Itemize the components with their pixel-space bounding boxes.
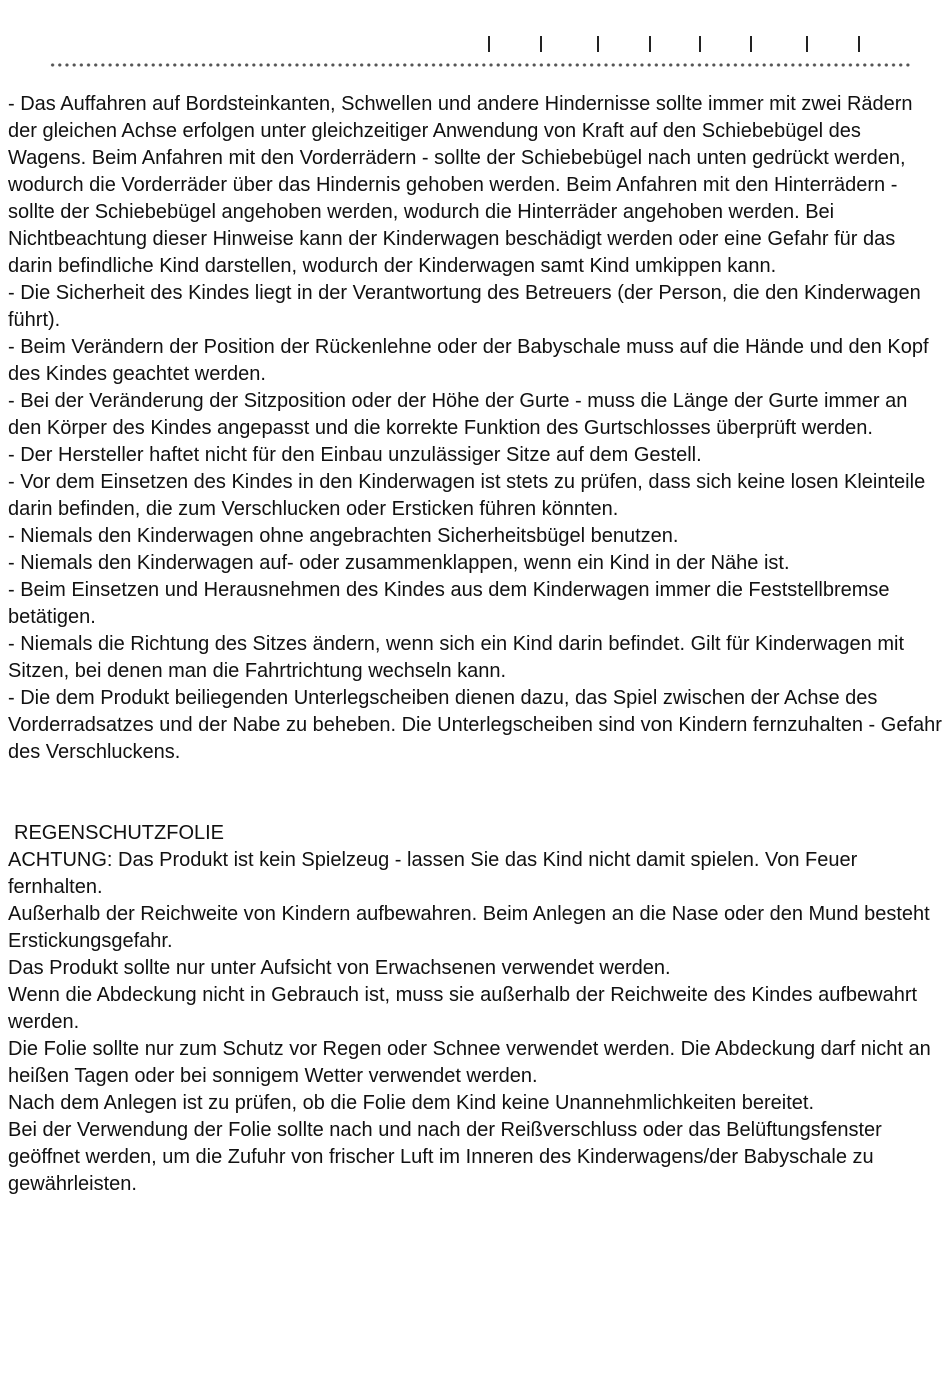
rain-cover-paragraph: Bei der Verwendung der Folie sollte nach und nach der Reißverschluss oder das Belüftungsfenster geöffnet werden, um die Zufuhr von frischer Luft im Inneren des Kinderwagens/der Babyschale zu gewährleisten. [8,1119,882,1195]
tick-mark [806,36,808,52]
safety-item: - Das Auffahren auf Bordsteinkanten, Schwellen und andere Hindernisse sollte immer mit zwei Rädern der gleichen Achse erfolgen unter gleichzeitiger Anwendung von Kraft auf den Schiebebügel des Wagens. Beim Anfahren mit den Vorderrädern - sollte der Schiebebügel nach unten gedrückt werden, wodurch die Vorderräder über das Hindernis gehoben werden. Beim Anfahren mit den Hinterrädern - sollte der Schiebebügel angehoben werden, wodurch die Hinterräder angehoben werden. Bei Nichtbeachtung dieser Hinweise kann der Kinderwagen beschädigt werden oder eine Gefahr für das darin befindliche Kind darstellen, wodurch der Kinderwagen samt Kind umkippen kann. [8,93,913,277]
tick-mark [858,36,860,52]
tick-mark [540,36,542,52]
section-spacer [8,766,944,820]
safety-item: - Beim Verändern der Position der Rückenlehne oder der Babyschale muss auf die Hände und den Kopf des Kindes geachtet werden. [8,336,929,385]
rain-cover-paragraph: ACHTUNG: Das Produkt ist kein Spielzeug - lassen Sie das Kind nicht damit spielen. Von Feuer fernhalten. [8,849,858,898]
tick-mark [597,36,599,52]
safety-item: - Bei der Veränderung der Sitzposition oder der Höhe der Gurte - muss die Länge der Gurte immer an den Körper des Kindes angepasst und die korrekte Funktion des Gurtschlosses überprüft werden. [8,390,908,439]
rain-cover-section [8,820,944,1198]
safety-item: - Niemals den Kinderwagen ohne angebrachten Sicherheitsbügel benutzen. [8,525,679,547]
safety-item: - Niemals die Richtung des Sitzes ändern, wenn sich ein Kind darin befindet. Gilt für Kinderwagen mit Sitzen, bei denen man die Fahrtrichtung wechseln kann. [8,633,905,682]
safety-instructions-list [8,91,944,766]
section-title: REGENSCHUTZFOLIE [14,822,225,844]
safety-item: - Beim Einsetzen und Herausnehmen des Kindes aus dem Kinderwagen immer die Feststellbremse betätigen. [8,579,890,628]
dotted-divider [49,62,911,68]
safety-item: - Vor dem Einsetzen des Kindes in den Kinderwagen ist stets zu prüfen, dass sich keine losen Kleinteile darin befinden, die zum Verschlucken oder Ersticken führen könnten. [8,471,926,520]
rain-cover-paragraph: Nach dem Anlegen ist zu prüfen, ob die Folie dem Kind keine Unannehmlichkeiten bereitet. [8,1092,815,1114]
safety-item: - Niemals den Kinderwagen auf- oder zusammenklappen, wenn ein Kind in der Nähe ist. [8,552,790,574]
rain-cover-paragraph: Die Folie sollte nur zum Schutz vor Regen oder Schnee verwendet werden. Die Abdeckung darf nicht an heißen Tagen oder bei sonnigem Wetter verwendet werden. [8,1038,931,1087]
header-tick-marks [0,36,950,54]
document-body [8,91,944,1198]
rain-cover-paragraph: Das Produkt sollte nur unter Aufsicht von Erwachsenen verwendet werden. [8,957,671,979]
tick-mark [750,36,752,52]
tick-mark [699,36,701,52]
safety-item: - Der Hersteller haftet nicht für den Einbau unzulässiger Sitze auf dem Gestell. [8,444,702,466]
safety-item: - Die Sicherheit des Kindes liegt in der Verantwortung des Betreuers (der Person, die den Kinderwagen führt). [8,282,921,331]
tick-mark [488,36,490,52]
safety-item: - Die dem Produkt beiliegenden Unterlegscheiben dienen dazu, das Spiel zwischen der Achse des Vorderradsatzes und der Nabe zu beheben. Die Unterlegscheiben sind von Kindern fernzuhalten - Gefahr des Verschluckens. [8,687,942,763]
tick-mark [649,36,651,52]
rain-cover-paragraph: Wenn die Abdeckung nicht in Gebrauch ist, muss sie außerhalb der Reichweite des Kindes aufbewahrt werden. [8,984,918,1033]
rain-cover-paragraph: Außerhalb der Reichweite von Kindern aufbewahren. Beim Anlegen an die Nase oder den Mund besteht Erstickungsgefahr. [8,903,930,952]
